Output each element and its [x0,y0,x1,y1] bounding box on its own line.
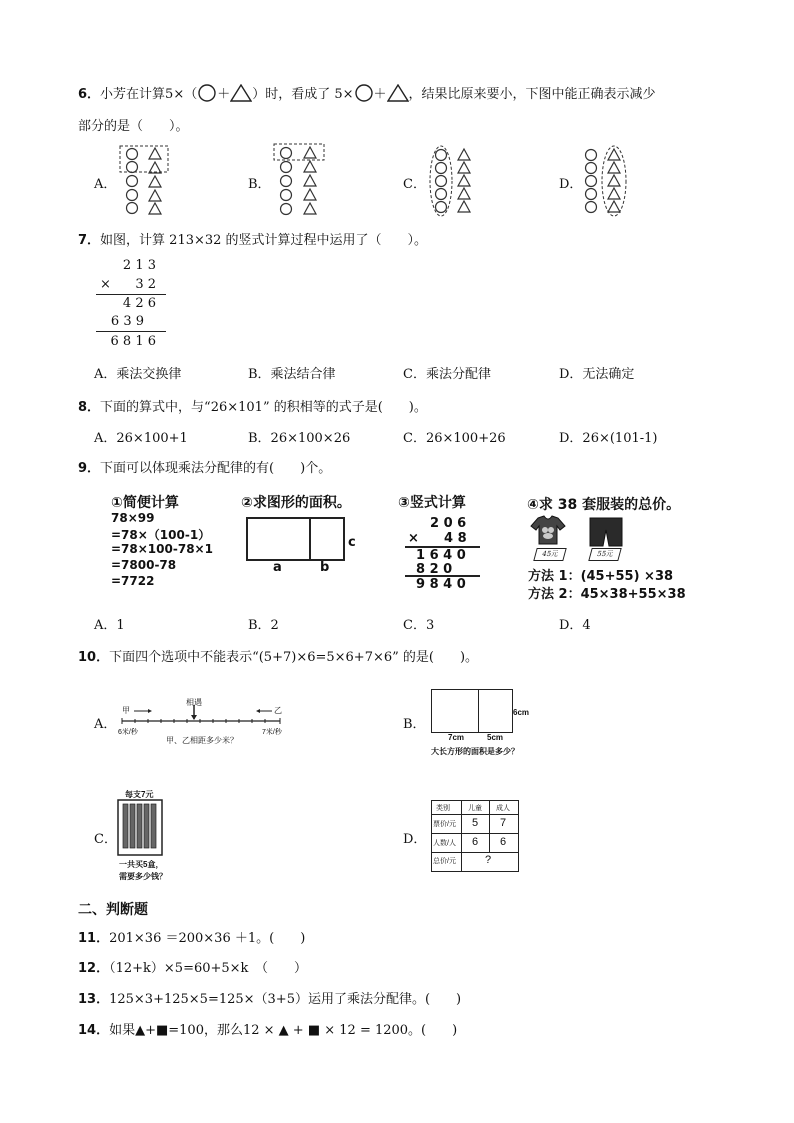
table-line [432,852,518,853]
calc-times-sign: × [100,277,111,292]
table-cell: 5 [472,817,479,829]
q7-number: 7． [78,233,101,248]
q9-panel1-line4: =7800-78 [111,558,177,572]
q10-c-top: 每支7元 [125,790,154,799]
q6-line2: 部分的是（ ）。 [78,119,189,134]
q7-vertical-calc [94,258,166,353]
q6-text-a: 小芳在计算5×（ [100,87,198,102]
table-line [432,814,518,815]
q9-panel2-rect [246,517,345,561]
calc-row-3: 4 2 6 [122,296,156,311]
q6-text-d: ＋ [373,87,387,102]
q9-price-tag-2 [588,548,621,561]
q11-question [78,927,305,946]
q8-question [78,396,427,415]
q10-b-divider [478,689,479,733]
circle-icon [354,84,374,102]
q9-panel1-line2: =78×（100-1） [111,528,211,542]
q10-a-speed-1: 6米/秒 [118,729,138,736]
q9-text: 下面可以体现乘法分配律的有( )个。 [100,461,332,476]
q9-option-c: C．3 [403,618,435,633]
section-heading: 二、判断题 [78,902,148,918]
shirt-icon [530,514,566,548]
table-cell: 6 [472,836,479,848]
q10-b-question: 大长方形的面积是多少？ [431,747,519,756]
q7-question [78,229,427,248]
q10-a-speed-2: 7米/秒 [262,729,282,736]
q9-option-a: A．1 [94,618,125,633]
q6-option-d-label: D． [559,177,583,192]
q9-panel3-times: × [408,531,419,546]
q9-panel3-row4: 8 2 0 [416,562,453,577]
q6-option-c-label: C． [403,177,426,192]
q9-panel3-row1: 2 0 6 [430,516,467,531]
q8-number: 8． [78,400,101,415]
q7-option-b: B．乘法结合律 [248,367,336,382]
q7-option-c: C．乘法分配律 [403,367,491,382]
q6-text-b: ＋ [217,87,231,102]
q12-text: （12+k）×5=60+5×k （ ） [109,961,307,976]
q14-text: 如果▲+■=100，那么12 × ▲ + ■ × 12 = 1200。( ) [109,1023,458,1038]
q10-a-number-line [116,697,286,731]
q11-number: 11． [78,931,110,946]
shorts-icon [588,516,624,548]
q9-price-tag-1 [533,548,566,561]
calc-row-1: 2 1 3 [122,258,156,273]
q9-panel4-method2: 方法 2：45×38+55×38 [528,587,686,602]
q10-a-jia: 甲 [122,706,130,715]
q10-option-b-label: B． [403,717,426,732]
q14-number: 14． [78,1023,110,1038]
q10-c-question-2: 需要多少钱？ [119,872,167,881]
q9-option-d: D．4 [559,618,591,633]
q10-option-c-label: C． [94,832,117,847]
q10-b-width-2: 5cm [487,733,504,742]
q8-option-b: B．26×100×26 [248,431,351,446]
table-cell: 儿童 [468,805,482,812]
table-cell: 成人 [496,805,510,812]
q10-text: 下面四个选项中不能表示“(5+7)×6=5×6+7×6” 的是( )。 [109,650,479,665]
q6-text-c: ）时，看成了 5× [252,87,354,102]
q7-option-a: A．乘法交换律 [94,367,182,382]
q12-question [78,957,307,976]
q6-line1 [78,83,656,102]
q11-text: 201×36 ＝200×36 ＋1。( ) [109,931,306,946]
q9-panel4-title: ④求 38 套服装的总价。 [527,497,681,513]
q7-option-d: D．无法确定 [559,367,635,382]
q6-option-c-figure [428,144,476,218]
q7-text: 如图，计算 213×32 的竖式计算过程中运用了（ ）。 [100,233,428,248]
calc-line [96,331,166,332]
q9-panel2-label-a: a [273,560,282,575]
q10-number: 10． [78,650,110,665]
q9-panel4-method1: 方法 1：(45+55) ×38 [528,569,674,584]
table-cell: 票价/元 [433,821,456,828]
q10-option-a-label: A． [94,717,117,732]
q10-b-rect [431,689,513,733]
q14-question [78,1019,457,1038]
q8-option-d: D．26×(101-1) [559,431,658,446]
calc-line [96,294,166,295]
q9-panel3-row5: 9 8 4 0 [416,577,466,592]
q9-panel1-title: ①简便计算 [111,495,179,511]
q8-text: 下面的算式中，与“26×101” 的积相等的式子是( )。 [100,400,427,415]
table-cell: ? [485,854,492,866]
q9-price-1: 45元 [541,550,560,558]
q10-a-question: 甲、乙相距多少米？ [166,736,238,745]
q13-question [78,988,461,1007]
circle-icon [197,84,217,102]
q10-b-height: 6cm [513,708,530,717]
table-cell: 7 [500,817,507,829]
table-cell: 人数/人 [433,840,456,847]
q10-option-d-label: D． [403,832,427,847]
q9-panel3-row3: 1 6 4 0 [416,548,466,563]
q9-panel1-line3: =78×100-78×1 [111,542,213,556]
q9-price-2: 55元 [596,550,615,558]
q12-number: 12． [78,961,110,976]
q10-a-meet: 相遇 [186,698,202,707]
q13-number: 13． [78,992,110,1007]
q10-d-table [431,800,519,872]
q9-number: 9． [78,461,101,476]
q13-text: 125×3+125×5=125×（3+5）运用了乘法分配律。( ) [109,992,462,1007]
table-cell: 类别 [436,805,450,812]
q6-text-e: ，结果比原来要小，下图中能正确表示减少 [408,87,656,102]
q9-panel1-line1: 78×99 [111,511,155,525]
q9-panel3-title: ③竖式计算 [398,495,466,511]
calc-row-2: 3 2 [135,277,156,292]
calc-row-5: 6 8 1 6 [110,334,156,349]
table-line [461,801,462,871]
q8-option-c: C．26×100+26 [403,431,506,446]
q6-option-a-label: A． [94,177,117,192]
q10-a-yi: 乙 [274,706,282,715]
triangle-icon [230,84,252,102]
q9-panel1-line5: =7722 [111,574,155,588]
q6-option-a-figure [118,144,172,218]
q9-panel2-title: ②求图形的面积。 [241,495,351,511]
calc-row-4: 6 3 9 [110,314,144,329]
q9-panel2-label-b: b [320,560,330,575]
q9-option-b: B．2 [248,618,279,633]
q9-panel3-row2: 4 8 [444,531,467,546]
q10-question [78,646,478,665]
q10-b-width-1: 7cm [448,733,465,742]
q8-option-a: A．26×100+1 [94,431,188,446]
table-cell: 总价/元 [433,858,456,865]
q9-panel2-label-c: c [348,535,356,550]
q6-option-b-label: B． [248,177,271,192]
q6-option-b-figure [272,142,328,218]
q9-panel2-divider [309,517,311,559]
table-cell: 6 [500,836,507,848]
q6-number: 6． [78,87,101,102]
q10-c-pencil-box [117,799,165,857]
q9-question [78,457,331,476]
table-line [432,833,518,834]
table-line [489,801,490,852]
q10-c-question-1: 一共买5盒， [119,860,164,869]
q6-option-d-figure [582,144,632,218]
triangle-icon [387,84,409,102]
